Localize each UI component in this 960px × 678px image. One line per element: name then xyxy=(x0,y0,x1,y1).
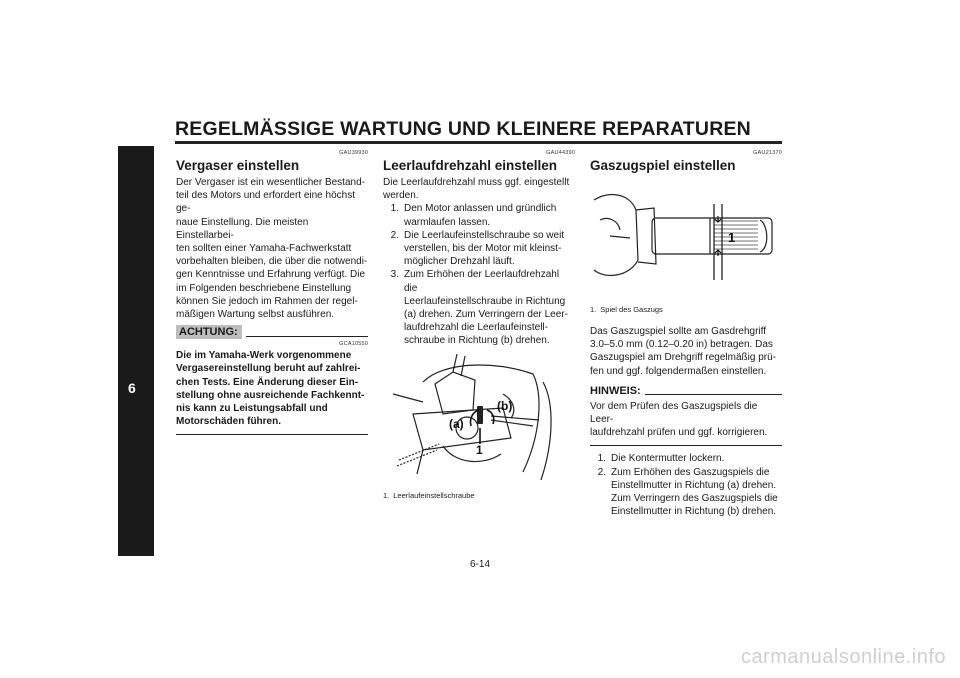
step-number: 2. xyxy=(597,466,606,478)
caution-code: GCA10550 xyxy=(339,341,368,348)
label-1: 1 xyxy=(476,442,483,457)
throttle-grip-illustration xyxy=(590,180,782,301)
watermark: carmanualsonline.info xyxy=(740,646,946,668)
step-line: schraube in Richtung (b) drehen. xyxy=(404,335,550,347)
caution-end-rule xyxy=(176,434,368,435)
step-number: 2. xyxy=(390,229,399,241)
caution-line: chen Tests. Eine Änderung dieser Ein- xyxy=(176,376,359,388)
label-a: (a) xyxy=(449,416,464,431)
caution-label: ACHTUNG: xyxy=(176,325,242,339)
body-line: Das Gaszugspiel sollte am Gasdrehgriff xyxy=(590,326,767,337)
caution-line: Die im Yamaha-Werk vorgenommene xyxy=(176,350,352,362)
step-item xyxy=(383,229,575,269)
step-number: 1. xyxy=(597,453,606,465)
body-line: ten sollten einer Yamaha-Fachwerkstatt xyxy=(176,243,352,255)
label-1: 1 xyxy=(728,230,736,245)
caution-line: nis kann zu Leistungsabfall und xyxy=(176,403,328,415)
section-code: GAU44390 xyxy=(546,150,575,156)
caption-number: 1. xyxy=(383,490,390,500)
caution-rule xyxy=(246,336,368,337)
body-line: können Sie jedoch im Rahmen der regel- xyxy=(176,295,358,307)
column-throttle-cable xyxy=(590,150,782,518)
figure-caption xyxy=(383,491,575,501)
caution-header xyxy=(176,325,368,339)
body-line: Die Leerlaufdrehzahl muss ggf. eingestellt xyxy=(383,177,570,188)
body-line: Der Vergaser ist ein wesentlicher Bestand- xyxy=(176,177,365,188)
chapter-number: 6 xyxy=(128,380,136,396)
section-code: GAU21370 xyxy=(753,150,782,156)
body-line: im Folgenden beschriebene Einstellung xyxy=(176,282,352,294)
step-line: Einstellmutter in Richtung (b) drehen. xyxy=(611,506,777,518)
body-line: teil des Motors und erfordert eine höchst ge- xyxy=(176,190,355,215)
caution-line: Motorschäden führen. xyxy=(176,416,282,428)
step-item xyxy=(383,202,575,228)
page-number: 6-14 xyxy=(469,559,490,570)
step-line: laufdrehzahl die Leerlaufeinstell- xyxy=(404,322,548,334)
step-item xyxy=(590,466,782,519)
caption-text: Leerlaufeinstellschraube xyxy=(393,490,475,500)
body-line: naue Einstellung. Die meisten Einstellarbei- xyxy=(176,216,309,241)
caution-text xyxy=(176,349,368,428)
step-item xyxy=(590,452,782,465)
step-line: Den Motor anlassen und gründlich xyxy=(404,203,557,215)
caution-line: stellung ohne ausreichende Fachkennt- xyxy=(176,389,365,401)
step-line: Zum Erhöhen der Leerlaufdrehzahl die xyxy=(404,269,560,294)
note-header xyxy=(590,385,782,397)
column-idle-speed xyxy=(383,150,575,501)
step-line: Die Leerlaufeinstellschraube so weit xyxy=(404,229,565,241)
caption-text: Spiel des Gaszugs xyxy=(600,305,663,314)
step-line: Die Kontermutter lockern. xyxy=(611,453,725,465)
body-line: werden. xyxy=(383,190,419,202)
step-number: 3. xyxy=(390,269,399,281)
note-line: Vor dem Prüfen des Gaszugspiels die Leer- xyxy=(590,400,758,426)
section-title-idle-speed: Leerlaufdrehzahl einstellen xyxy=(383,158,558,173)
step-line: möglicher Drehzahl läuft. xyxy=(404,256,515,268)
step-line: warmlaufen lassen. xyxy=(404,216,491,228)
step-line: (a) drehen. Zum Verringern der Leer- xyxy=(404,309,568,321)
note-rule xyxy=(645,394,782,395)
step-line: verstellen, bis der Motor mit kleinst- xyxy=(404,243,562,255)
section-code: GAU39930 xyxy=(339,150,368,156)
caution-line: Vergasereinstellung beruht auf zahlrei- xyxy=(176,363,361,375)
body-line: mäßigen Wartung selbst ausführen. xyxy=(176,309,335,321)
step-line: Zum Erhöhen des Gaszugspiels die xyxy=(611,466,770,478)
idle-screw-illustration xyxy=(383,354,575,487)
figure-caption xyxy=(590,305,782,315)
body-line: gen Kenntnisse und Erfahrung verfügt. Die xyxy=(176,269,366,281)
caption-number: 1. xyxy=(590,305,597,314)
step-number: 1. xyxy=(390,203,399,215)
column-carburetor xyxy=(176,150,368,435)
body-line: 3.0–5.0 mm (0.12–0.20 in) betragen. Das xyxy=(590,339,773,351)
chapter-tab xyxy=(118,146,154,556)
body-line: vorbehalten bleiben, die über die notwendi- xyxy=(176,256,368,268)
note-label: HINWEIS: xyxy=(590,384,641,397)
carburetor-drawing xyxy=(383,354,575,482)
note-end-rule xyxy=(590,445,782,446)
body-line: Gaszugspiel am Drehgriff regelmäßig prü- xyxy=(590,352,777,364)
step-line: Zum Verringern des Gaszugspiels die xyxy=(611,493,778,505)
label-b: (b) xyxy=(497,398,513,413)
step-item xyxy=(383,268,575,347)
step-line: Leerlaufeinstellschraube in Richtung xyxy=(404,295,566,307)
step-line: Einstellmutter in Richtung (a) drehen. xyxy=(611,479,777,491)
page-header-title: REGELMÄSSIGE WARTUNG UND KLEINERE REPARATUREN xyxy=(175,118,751,140)
note-line: laufdrehzahl prüfen und ggf. korrigieren. xyxy=(590,427,768,439)
throttle-grip-drawing xyxy=(590,180,782,296)
body-line: fen und ggf. folgendermaßen einstellen. xyxy=(590,365,767,377)
header-rule xyxy=(175,141,782,144)
section-title-throttle-cable: Gaszugspiel einstellen xyxy=(590,158,736,173)
section-title-carburetor: Vergaser einstellen xyxy=(176,158,300,173)
